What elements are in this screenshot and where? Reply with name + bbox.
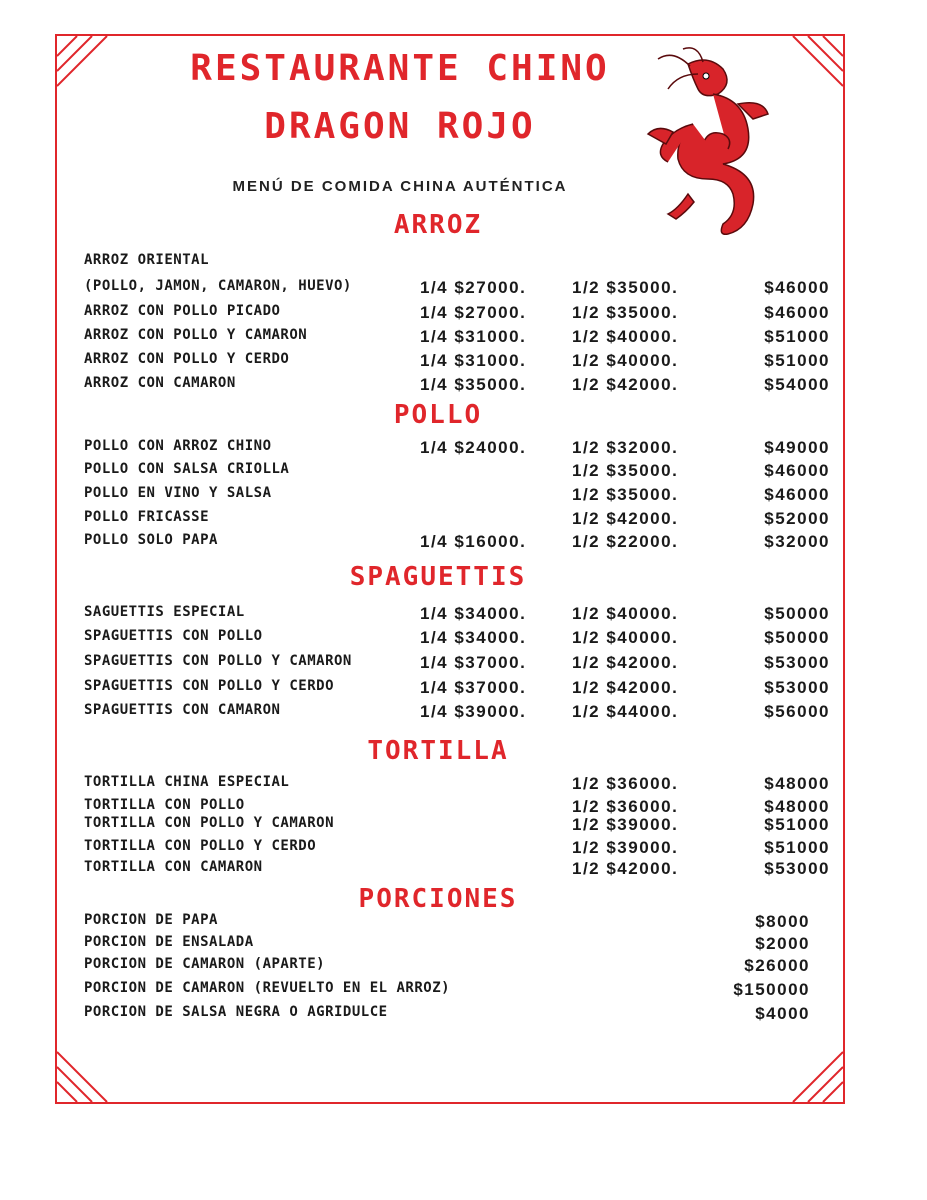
menu-item <box>84 815 830 837</box>
menu-item <box>84 838 830 860</box>
quarter-price: 1/4 $31000. <box>420 327 527 346</box>
item-name: PORCION DE SALSA NEGRA O AGRIDULCE <box>84 1004 388 1020</box>
item-name: POLLO FRICASSE <box>84 509 210 525</box>
menu-subtitle: MENÚ DE COMIDA CHINA AUTÉNTICA <box>232 178 568 195</box>
full-price: $46000 <box>764 303 830 322</box>
menu-item-header <box>84 252 830 274</box>
half-price: 1/2 $40000. <box>572 604 679 623</box>
half-price: 1/2 $40000. <box>572 351 679 370</box>
half-price: 1/2 $36000. <box>572 774 679 793</box>
half-price: 1/2 $42000. <box>572 859 679 878</box>
menu-item <box>84 980 830 1002</box>
quarter-price: 1/4 $27000. <box>420 303 527 322</box>
full-price: $52000 <box>764 509 830 528</box>
half-price: 1/2 $42000. <box>572 509 679 528</box>
half-price: 1/2 $40000. <box>572 628 679 647</box>
menu-item <box>84 934 830 956</box>
menu-item <box>84 303 830 325</box>
half-price: 1/2 $35000. <box>572 485 679 504</box>
quarter-price: 1/4 $34000. <box>420 604 527 623</box>
half-price: 1/2 $35000. <box>572 278 679 297</box>
item-name: (POLLO, JAMON, CAMARON, HUEVO) <box>84 278 352 294</box>
full-price: $32000 <box>764 532 830 551</box>
half-price: 1/2 $39000. <box>572 815 679 834</box>
full-price: $56000 <box>764 702 830 721</box>
item-name: ARROZ ORIENTAL <box>84 252 210 268</box>
item-name: POLLO EN VINO Y SALSA <box>84 485 272 501</box>
quarter-price: 1/4 $37000. <box>420 653 527 672</box>
full-price: $46000 <box>764 278 830 297</box>
menu-item <box>84 678 830 700</box>
full-price: $54000 <box>764 375 830 394</box>
half-price: 1/2 $42000. <box>572 375 679 394</box>
quarter-price: 1/4 $16000. <box>420 532 527 551</box>
menu-item <box>84 532 830 554</box>
item-name: POLLO SOLO PAPA <box>84 532 218 548</box>
quarter-price: 1/4 $27000. <box>420 278 527 297</box>
menu-item <box>84 702 830 724</box>
price: $26000 <box>744 956 810 975</box>
price: $8000 <box>755 912 810 931</box>
item-name: POLLO CON ARROZ CHINO <box>84 438 272 454</box>
item-name: SPAGUETTIS CON POLLO Y CERDO <box>84 678 335 694</box>
menu-item <box>84 485 830 507</box>
full-price: $51000 <box>764 327 830 346</box>
section-title-pollo: POLLO <box>393 400 483 430</box>
item-name: SAGUETTIS ESPECIAL <box>84 604 245 620</box>
item-name: ARROZ CON POLLO Y CAMARON <box>84 327 308 343</box>
corner-decoration-top-left <box>57 36 117 96</box>
full-price: $51000 <box>764 838 830 857</box>
full-price: $48000 <box>764 797 830 816</box>
quarter-price: 1/4 $35000. <box>420 375 527 394</box>
item-name: TORTILLA CON POLLO Y CERDO <box>84 838 317 854</box>
item-name: TORTILLA CHINA ESPECIAL <box>84 774 290 790</box>
half-price: 1/2 $22000. <box>572 532 679 551</box>
full-price: $50000 <box>764 628 830 647</box>
half-price: 1/2 $42000. <box>572 653 679 672</box>
menu-item <box>84 859 830 881</box>
item-name: POLLO CON SALSA CRIOLLA <box>84 461 290 477</box>
menu-item <box>84 351 830 373</box>
half-price: 1/2 $42000. <box>572 678 679 697</box>
item-name: PORCION DE CAMARON (APARTE) <box>84 956 326 972</box>
full-price: $46000 <box>764 485 830 504</box>
item-name: TORTILLA CON POLLO <box>84 797 245 813</box>
item-name: SPAGUETTIS CON CAMARON <box>84 702 281 718</box>
full-price: $51000 <box>764 351 830 370</box>
item-name: ARROZ CON POLLO PICADO <box>84 303 281 319</box>
item-name: SPAGUETTIS CON POLLO Y CAMARON <box>84 653 352 669</box>
full-price: $49000 <box>764 438 830 457</box>
item-name: ARROZ CON CAMARON <box>84 375 236 391</box>
item-name: TORTILLA CON CAMARON <box>84 859 263 875</box>
full-price: $48000 <box>764 774 830 793</box>
price: $4000 <box>755 1004 810 1023</box>
full-price: $53000 <box>764 653 830 672</box>
item-name: PORCION DE PAPA <box>84 912 218 928</box>
menu-item <box>84 628 830 650</box>
full-price: $51000 <box>764 815 830 834</box>
price: $2000 <box>755 934 810 953</box>
half-price: 1/2 $35000. <box>572 303 679 322</box>
menu-item <box>84 774 830 796</box>
full-price: $46000 <box>764 461 830 480</box>
quarter-price: 1/4 $34000. <box>420 628 527 647</box>
menu-item <box>84 1004 830 1026</box>
half-price: 1/2 $36000. <box>572 797 679 816</box>
menu-item <box>84 912 830 934</box>
quarter-price: 1/4 $37000. <box>420 678 527 697</box>
quarter-price: 1/4 $39000. <box>420 702 527 721</box>
menu-item <box>84 278 830 300</box>
item-name: ARROZ CON POLLO Y CERDO <box>84 351 290 367</box>
corner-decoration-bottom-left <box>57 1042 117 1102</box>
full-price: $50000 <box>764 604 830 623</box>
menu-item <box>84 375 830 397</box>
menu-item <box>84 653 830 675</box>
corner-decoration-bottom-right <box>783 1042 843 1102</box>
restaurant-title-line1: RESTAURANTE CHINO <box>190 48 610 89</box>
menu-item <box>84 438 830 460</box>
item-name: TORTILLA CON POLLO Y CAMARON <box>84 815 335 831</box>
half-price: 1/2 $40000. <box>572 327 679 346</box>
item-name: PORCION DE CAMARON (REVUELTO EN EL ARROZ) <box>84 980 451 996</box>
menu-item <box>84 956 830 978</box>
full-price: $53000 <box>764 859 830 878</box>
restaurant-title-line2: DRAGON ROJO <box>264 106 536 147</box>
price: $150000 <box>733 980 810 999</box>
corner-decoration-top-right <box>783 36 843 96</box>
quarter-price: 1/4 $24000. <box>420 438 527 457</box>
full-price: $53000 <box>764 678 830 697</box>
item-name: SPAGUETTIS CON POLLO <box>84 628 263 644</box>
half-price: 1/2 $39000. <box>572 838 679 857</box>
section-title-tortilla: TORTILLA <box>367 736 509 766</box>
section-title-arroz: ARROZ <box>393 210 483 240</box>
menu-item <box>84 461 830 483</box>
quarter-price: 1/4 $31000. <box>420 351 527 370</box>
menu-item <box>84 327 830 349</box>
menu-item <box>84 509 830 531</box>
item-name: PORCION DE ENSALADA <box>84 934 254 950</box>
half-price: 1/2 $44000. <box>572 702 679 721</box>
section-title-spaguettis: SPAGUETTIS <box>349 562 527 592</box>
half-price: 1/2 $32000. <box>572 438 679 457</box>
section-title-porciones: PORCIONES <box>358 884 518 914</box>
menu-item <box>84 604 830 626</box>
half-price: 1/2 $35000. <box>572 461 679 480</box>
